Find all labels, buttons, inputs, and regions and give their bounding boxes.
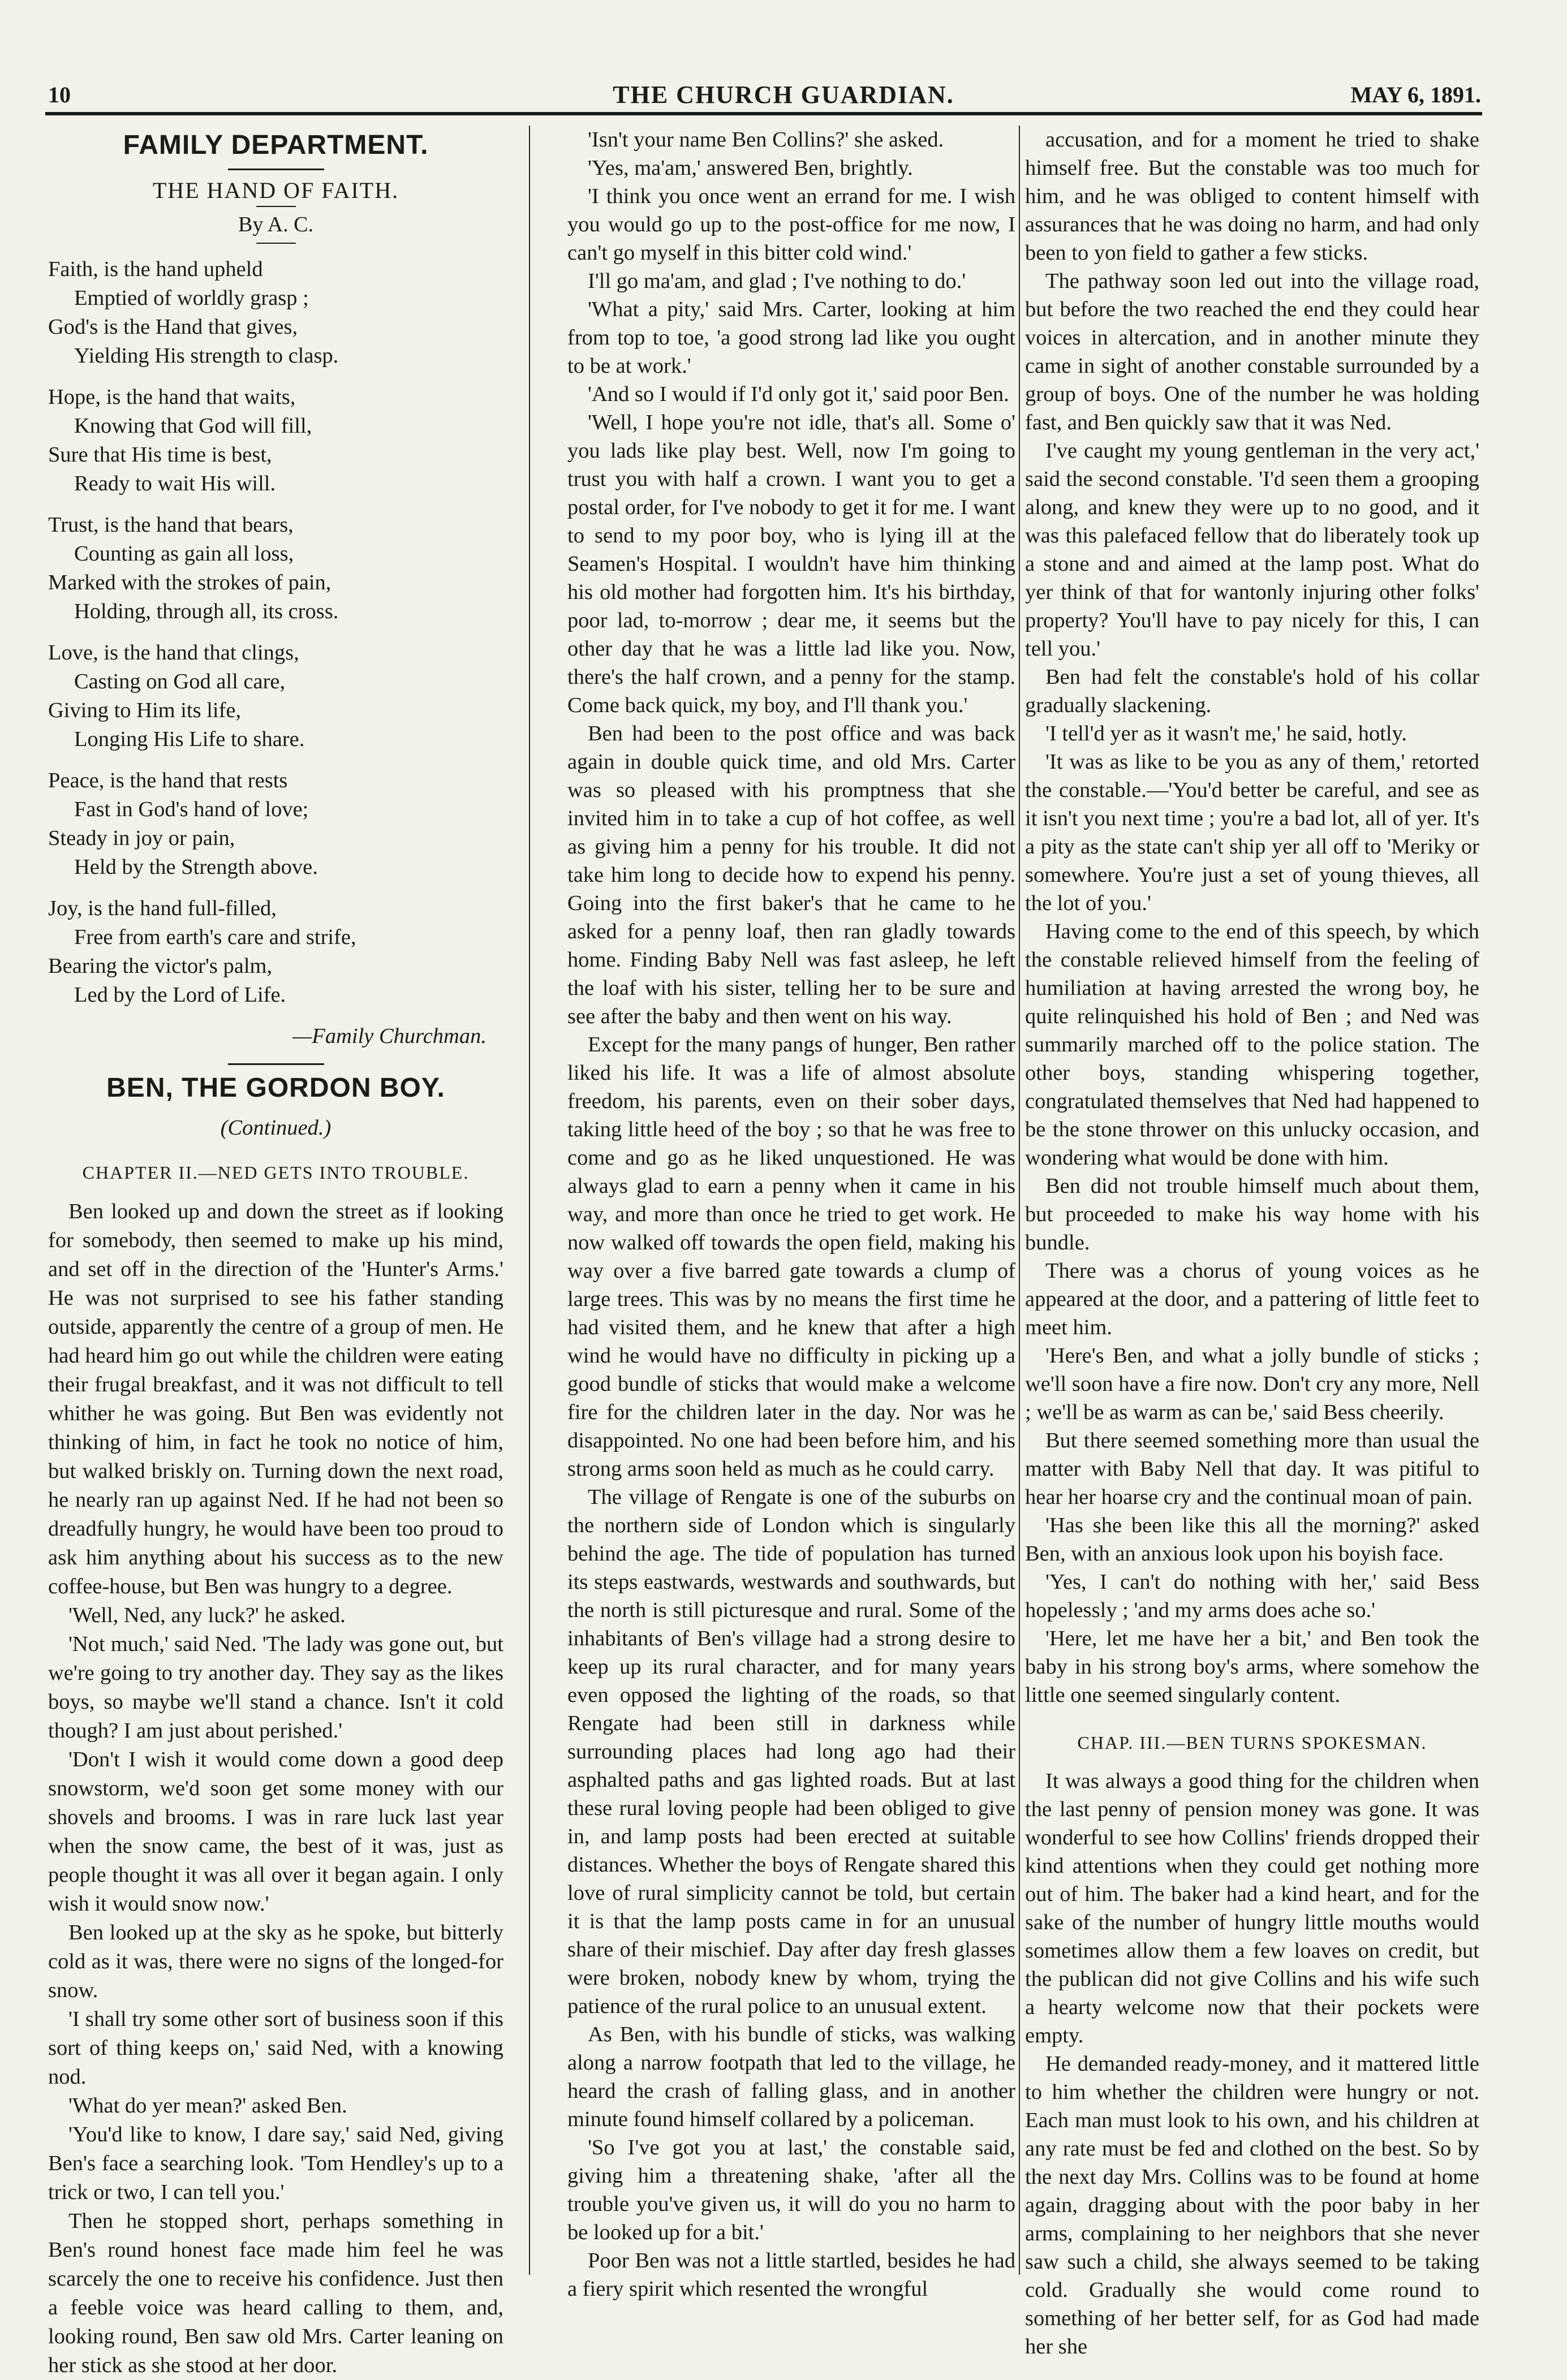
continued-label: (Continued.) bbox=[220, 1116, 332, 1140]
poem bbox=[48, 255, 503, 1010]
poem-line: Fast in God's hand of love; bbox=[74, 797, 309, 821]
paragraph: It was always a good thing for the children when the last penny of pension money was gone. It was wonderful to see how Collins' friends dropped their kind attentions when they could get nothing more out of him. The baker had a kind heart, and for the sake of the number of hungry little mouths would sometimes allow them a few loaves on credit, but the publican did not give Collins and his wife such a hearty welcome now that their pockets were empty. bbox=[1025, 1769, 1479, 2047]
poem-credit: —Family Churchman. bbox=[292, 1024, 487, 1048]
rule bbox=[256, 243, 296, 244]
story-text bbox=[1025, 126, 1479, 1709]
poem-line: Steady in joy or pain, bbox=[48, 826, 235, 850]
paragraph: 'You'd like to know, I dare say,' said Ned, giving Ben's face a searching look. 'Tom Hendley's up to a trick or two, I can tell you.' bbox=[48, 2123, 503, 2204]
column-3 bbox=[1025, 126, 1479, 2359]
column-separator bbox=[1019, 126, 1020, 2275]
paragraph: 'What do yer mean?' asked Ben. bbox=[68, 2094, 347, 2118]
page-number: 10 bbox=[48, 82, 71, 107]
poem-stanza bbox=[48, 511, 503, 626]
paragraph: 'Well, I hope you're not idle, that's all. Some o' you lads like play best. Well, now I'm going to trust you with half a crown. I want you to get a postal order, for I've nobody to get it for me. I want to send to my poor boy, who is lying ill at the Seamen's Hospital. I wouldn't have him thinking his old mother had forgotten him. It's his birthday, poor lad, to-morrow ; dear me, it seems but the other day that he was a little lad like you. Now, there's the half crown, and a penny for the stamp. Come back quick, my boy, and I'll thank you.' bbox=[567, 411, 1015, 717]
paragraph: But there seemed something more than usual the matter with Baby Nell that day. It was pitiful to hear her hoarse cry and the continual moan of pain. bbox=[1025, 1429, 1479, 1509]
poem-stanza bbox=[48, 639, 503, 754]
poem-line: Hope, is the hand that waits, bbox=[48, 385, 296, 409]
poem-stanza bbox=[48, 383, 503, 498]
paragraph: 'It was as like to be you as any of them,' retorted the constable.—'You'd better be careful, and see as it isn't you next time ; you're a bad lot, all of yer. It's a pity as the state can't ship yer all off to 'Meriky or somewhere. You're just a set of young thieves, all the lot of you.' bbox=[1025, 750, 1479, 915]
paragraph: 'I shall try some other sort of business soon if this sort of thing keeps on,' said Ned, with a knowing nod. bbox=[48, 2007, 503, 2089]
story-text bbox=[48, 1197, 503, 2380]
poem-line: Giving to Him its life, bbox=[48, 699, 242, 722]
paragraph: The village of Rengate is one of the suburbs on the northern side of London which is singularly behind the age. The tide of population has turned its steps eastwards, westwards and southwards, but the north is still picturesque and rural. Some of the inhabitants of Ben's village had a strong desire to keep up its rural character, and for many years even opposed the lighting of the roads, so that Rengate had been still in darkness while surrounding places had long ago had their asphalted paths and gas lighted roads. But at last these rural loving people had been obliged to give in, and lamp posts had been erected at suitable distances. Whether the boys of Rengate shared this love of rural simplicity cannot be told, but certain it is that the lamp posts came in for an unusual share of their mischief. Day after day fresh glasses were broken, nobody knew by whom, trying the patience of the rural police to an unusual extent. bbox=[567, 1485, 1015, 2018]
section-title: FAMILY DEPARTMENT. bbox=[123, 130, 429, 160]
paragraph: Then he stopped short, perhaps something in Ben's round honest face made him feel he was scarcely the one to receive his confidence. Just then a feeble voice was heard calling to them, and, looking round, Ben saw old Mrs. Carter leaning on her stick as she stood at her door. bbox=[48, 2209, 503, 2377]
paragraph: The pathway soon led out into the village road, but before the two reached the end they could hear voices in altercation, and in another minute they came in sight of another constable surrounded by a group of boys. One of the number he was holding fast, and Ben quickly saw that it was Ned. bbox=[1025, 269, 1479, 434]
paragraph: 'Isn't your name Ben Collins?' she asked. bbox=[588, 128, 944, 152]
poem-line: Marked with the strokes of pain, bbox=[48, 571, 332, 594]
poem-line: Knowing that God will fill, bbox=[74, 414, 312, 438]
paragraph: 'Yes, I can't do nothing with her,' said Bess hopelessly ; 'and my arms does ache so.' bbox=[1025, 1570, 1479, 1622]
rule bbox=[256, 206, 296, 207]
paragraph: accusation, and for a moment he tried to shake himself free. But the constable was too much for him, and he was obliged to content himself with assurances that he was doing no harm, and had only been to yon field to gather a few sticks. bbox=[1025, 128, 1479, 265]
column-separator bbox=[529, 126, 530, 2275]
paragraph: 'So I've got you at last,' the constable said, giving him a threatening shake, 'after all the trouble you've given us, it will do you no harm to be looked up for a bit.' bbox=[567, 2136, 1015, 2244]
paragraph: Ben looked up and down the street as if looking for somebody, then seemed to make up his mind, and set off in the direction of the 'Hunter's Arms.' He was not surprised to see his father standing outside, apparently the centre of a group of men. He had heard him go out while the children were eating their frugal breakfast, and it was not difficult to tell whither he was going. But Ben was evidently not thinking of him, in fact he took no notice of him, but walked briskly on. Turning down the next road, he nearly ran up against Ned. If he had not been so dreadfully hungry, he would have been too proud to ask him anything about his success as to the new coffee-house, but Ben was hungry to a degree. bbox=[48, 1200, 503, 1598]
poem-stanza bbox=[48, 894, 503, 1010]
story-text bbox=[567, 126, 1015, 2303]
poem-line: Love, is the hand that clings, bbox=[48, 641, 299, 665]
poem-line: Casting on God all care, bbox=[74, 670, 286, 693]
poem-byline: By A. C. bbox=[238, 213, 314, 236]
paragraph: 'Well, Ned, any luck?' he asked. bbox=[68, 1603, 346, 1627]
paragraph: 'Has she been like this all the morning?' asked Ben, with an anxious look upon his boyish face. bbox=[1025, 1514, 1479, 1566]
poem-line: Yielding His strength to clasp. bbox=[74, 344, 339, 368]
story-text bbox=[1025, 1767, 1479, 2361]
paragraph: There was a chorus of young voices as he appeared at the door, and a pattering of little feet to meet him. bbox=[1025, 1259, 1479, 1339]
paragraph: 'Don't I wish it would come down a good deep snowstorm, we'd soon get some money with our shovels and brooms. I was in rare luck last year when the snow came, the best of it was, just as people thought it was all over it began again. I only wish it would snow now.' bbox=[48, 1748, 503, 1916]
poem-line: God's is the Hand that gives, bbox=[48, 315, 298, 339]
paragraph: 'Here, let me have her a bit,' and Ben took the baby in his strong boy's arms, where somehow the little one seemed singularly content. bbox=[1025, 1627, 1479, 1707]
poem-line: Free from earth's care and strife, bbox=[74, 925, 356, 949]
poem-line: Ready to wait His will. bbox=[74, 472, 276, 495]
poem-line: Led by the Lord of Life. bbox=[74, 983, 286, 1007]
paragraph: 'I tell'd yer as it wasn't me,' he said, hotly. bbox=[1045, 722, 1407, 745]
poem-line: Peace, is the hand that rests bbox=[48, 769, 288, 792]
masthead: THE CHURCH GUARDIAN. bbox=[613, 81, 954, 109]
paragraph: 'And so I would if I'd only got it,' said poor Ben. bbox=[588, 382, 1009, 406]
paragraph: Except for the many pangs of hunger, Ben rather liked his life. It was a life of almost absolute freedom, his parents, even on their sober days, taking little heed of the boy ; so that he was free to come and go as he liked unquestioned. He was always glad to earn a penny when it came in his way, and more than once he tried to get work. He now walked off towards the open field, making his way over a five barred gate towards a clump of large trees. This was by no means the first time he had visited them, and he knew that after a high wind he would have no difficulty in picking up a good bundle of sticks that would make a welcome fire for the children later in the day. Nor was he disappointed. No one had been before him, and his strong arms soon held as much as he could carry. bbox=[567, 1033, 1015, 1481]
poem-line: Bearing the victor's palm, bbox=[48, 954, 273, 978]
paragraph: I'll go ma'am, and glad ; I've nothing to do.' bbox=[588, 269, 966, 293]
issue-date: MAY 6, 1891. bbox=[1350, 82, 1481, 107]
paragraph: Ben had been to the post office and was back again in double quick time, and old Mrs. Carter was so pleased with his promptness that she invited him in to take a cup of hot coffee, as well as giving him a penny for his trouble. It did not take him long to decide how to expend his penny. Going into the first baker's that he came to he asked for a penny loaf, then ran gladly towards home. Finding Baby Nell was fast asleep, he left the loaf with his sister, telling her to be sure and see after the baby and then went on his way. bbox=[567, 722, 1015, 1028]
paragraph: Ben looked up at the sky as he spoke, but bitterly cold as it was, there were no signs of the longed-for snow. bbox=[48, 1921, 503, 2002]
column-1 bbox=[48, 126, 503, 2377]
paragraph: I've caught my young gentleman in the very act,' said the second constable. 'I'd seen them a grooping along, and knew they were up to no good, and it was this palefaced fellow that do liberately took up a stone and and aimed at the lamp post. What do yer think of that for wantonly injuring other folks' property? You'll have to pay nicely for this, I can tell you.' bbox=[1025, 439, 1479, 661]
poem-line: Emptied of worldly grasp ; bbox=[74, 286, 309, 310]
paragraph: Having come to the end of this speech, by which the constable relieved himself from the feeling of humiliation at having arrested the wrong boy, he quite relinquished his hold of Ben ; and Ned was summarily marched off to the police station. The other boys, standing whispering together, congratulated themselves that Ned had happened to be the stone thrower on this unlucky occasion, and wondering what would be done with him. bbox=[1025, 920, 1479, 1170]
paragraph: 'Yes, ma'am,' answered Ben, brightly. bbox=[588, 156, 913, 180]
poem-line: Trust, is the hand that bears, bbox=[48, 513, 294, 537]
paragraph: Poor Ben was not a little startled, besides he had a fiery spirit which resented the wrongful bbox=[567, 2249, 1015, 2301]
poem-line: Holding, through all, its cross. bbox=[74, 600, 339, 623]
paragraph: He demanded ready-money, and it mattered little to him whether the children were hungry or not. Each man must look to his own, and his children at any rate must be fed and clothed on the best. So by the next day Mrs. Collins was to be found at home again, dragging about with the poor baby in her arms, complaining to her neighbors that she never saw such a child, she always seemed to be taking cold. Gradually she would come round to something of her better self, for as God had made her she bbox=[1025, 2052, 1479, 2359]
poem-title: THE HAND OF FAITH. bbox=[152, 178, 399, 203]
paragraph: 'What a pity,' said Mrs. Carter, looking at him from top to toe, 'a good strong lad like you ought to be at work.' bbox=[567, 298, 1015, 378]
paragraph: Ben had felt the constable's hold of his collar gradually slackening. bbox=[1025, 665, 1479, 717]
title-rule bbox=[228, 169, 324, 170]
poem-line: Faith, is the hand upheld bbox=[48, 257, 263, 281]
poem-line: Sure that His time is best, bbox=[48, 443, 272, 467]
poem-line: Counting as gain all loss, bbox=[74, 542, 294, 566]
chapter-heading: CHAP. III.—BEN TURNS SPOKESMAN. bbox=[1077, 1732, 1427, 1753]
paragraph: As Ben, with his bundle of sticks, was walking along a narrow footpath that led to the village, he heard the crash of falling glass, and in another minute found himself collared by a policeman. bbox=[567, 2023, 1015, 2131]
paragraph: 'Not much,' said Ned. 'The lady was gone out, but we're going to try another day. They say as the likes boys, so maybe we'll stand a chance. Isn't it cold though? I am just about perished.' bbox=[48, 1632, 503, 1743]
poem-stanza bbox=[48, 766, 503, 882]
poem-line: Longing His Life to share. bbox=[74, 727, 305, 751]
paragraph: 'I think you once went an errand for me. I wish you would go up to the post-office for me now, I can't go myself in this bitter cold wind.' bbox=[567, 184, 1015, 265]
poem-stanza bbox=[48, 255, 503, 370]
column-2 bbox=[567, 126, 1015, 2301]
header-rule bbox=[45, 112, 1482, 115]
chapter-heading: CHAPTER II.—NED GETS INTO TROUBLE. bbox=[82, 1162, 470, 1183]
story-title: BEN, THE GORDON BOY. bbox=[106, 1073, 445, 1103]
rule bbox=[228, 1063, 324, 1065]
paragraph: 'Here's Ben, and what a jolly bundle of sticks ; we'll soon have a fire now. Don't cry any more, Nell ; we'll be as warm as can be,' said Bess cheerily. bbox=[1025, 1344, 1479, 1424]
poem-line: Joy, is the hand full-filled, bbox=[48, 896, 277, 920]
poem-line: Held by the Strength above. bbox=[74, 855, 318, 879]
paragraph: Ben did not trouble himself much about them, but proceeded to make his way home with his bundle. bbox=[1025, 1174, 1479, 1254]
